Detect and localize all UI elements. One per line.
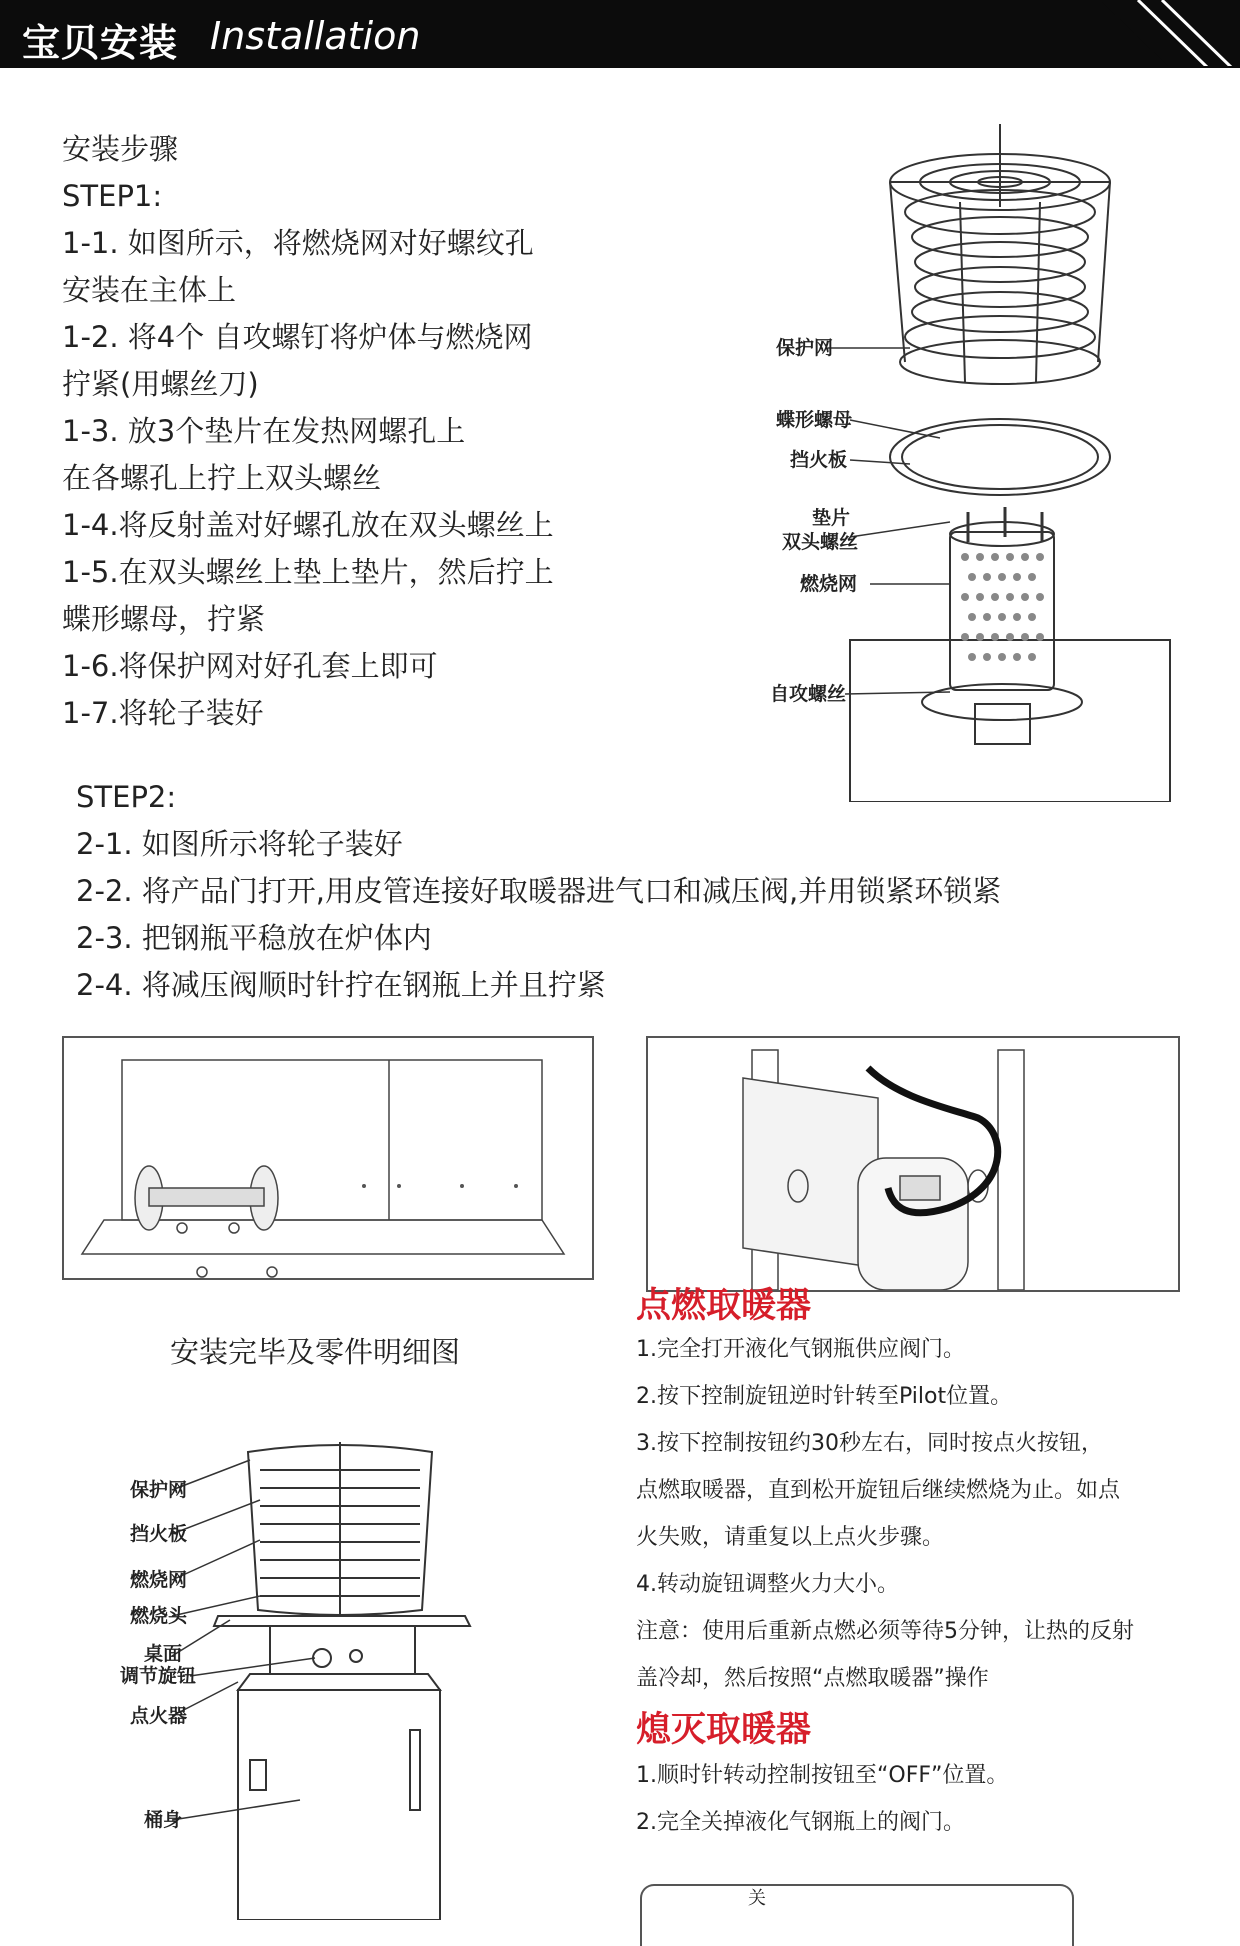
assembly-label-control-knob: 调节旋钮 <box>120 1665 197 1687</box>
step2-line: STEP2: <box>76 780 177 814</box>
step1-line: 1-5.在双头螺丝上垫上垫片，然后拧上 <box>62 555 554 589</box>
exploded-heater-diagram <box>760 112 1180 802</box>
header-stripes-decoration <box>1100 0 1240 68</box>
assembly-label-body: 桶身 <box>144 1809 183 1831</box>
diagram1-label-guard: 保护网 <box>776 337 834 359</box>
extinguish-line: 1.顺时针转动控制按钮至“OFF”位置。 <box>636 1763 1009 1788</box>
step1-line: 拧紧(用螺丝刀) <box>62 367 259 401</box>
ignite-line: 火失败，请重复以上点火步骤。 <box>636 1525 945 1550</box>
step1-line: 安装步骤 <box>62 132 179 166</box>
control-knob-diagram <box>640 1884 1074 1946</box>
ignite-instructions <box>636 1326 1216 1702</box>
knob-off-label: 关 <box>748 1888 766 1909</box>
wheel-installation-figure <box>62 1036 594 1280</box>
assembly-caption: 安装完毕及零件明细图 <box>170 1335 461 1369</box>
assembly-label-flame-shield: 挡火板 <box>130 1523 188 1545</box>
header-title-cn: 宝贝安装 <box>22 21 179 65</box>
assembly-label-guard: 保护网 <box>130 1479 188 1501</box>
ignite-line: 注意：使用后重新点燃必须等待5分钟，让热的反射 <box>636 1619 1134 1644</box>
diagram1-label-flame-shield: 挡火板 <box>790 449 848 471</box>
header-title-en: Installation <box>210 14 421 58</box>
step1-instructions <box>62 126 662 737</box>
assembly-label-burner-head: 燃烧头 <box>130 1605 188 1627</box>
step1-line: 1-3. 放3个垫片在发热网螺孔上 <box>62 414 466 448</box>
step2-line: 2-2. 将产品门打开,用皮管连接好取暖器进气口和减压阀,并用锁紧环锁紧 <box>76 874 1002 908</box>
gas-hose-connection-figure <box>646 1036 1180 1292</box>
diagram1-label-burner-mesh: 燃烧网 <box>800 573 858 595</box>
step1-line: 1-7.将轮子装好 <box>62 696 264 730</box>
step1-line: 在各螺孔上拧上双头螺丝 <box>62 461 382 495</box>
assembly-label-table-top: 桌面 <box>144 1643 183 1665</box>
step1-line: 1-1. 如图所示，将燃烧网对好螺纹孔 <box>62 226 534 260</box>
extinguish-line: 2.完全关掉液化气钢瓶上的阀门。 <box>636 1810 965 1835</box>
gas-cylinder-drawing <box>648 1038 1178 1290</box>
step2-line: 2-4. 将减压阀顺时针拧在钢瓶上并且拧紧 <box>76 968 606 1002</box>
ignite-line: 点燃取暖器，直到松开旋钮后继续燃烧为止。如点 <box>636 1478 1121 1503</box>
diagram1-label-wing-nut: 蝶形螺母 <box>776 409 853 431</box>
ignite-line: 盖冷却，然后按照“点燃取暖器”操作 <box>636 1666 989 1691</box>
step1-line: 蝶形螺母，拧紧 <box>62 602 266 636</box>
step1-line: 1-2. 将4个 自攻螺钉将炉体与燃烧网 <box>62 320 533 354</box>
step1-line: 1-4.将反射盖对好螺孔放在双头螺丝上 <box>62 508 554 542</box>
diagram1-label-stud-bolt: 双头螺丝 <box>782 531 859 553</box>
diagram1-label-washer: 垫片 <box>812 507 851 529</box>
ignite-heading: 点燃取暖器 <box>636 1286 812 1326</box>
step2-line: 2-3. 把钢瓶平稳放在炉体内 <box>76 921 432 955</box>
wheel-axle-drawing <box>64 1038 592 1278</box>
step1-line: 1-6.将保护网对好孔套上即可 <box>62 649 438 683</box>
step1-line: 安装在主体上 <box>62 273 237 307</box>
step2-line: 2-1. 如图所示将轮子装好 <box>76 827 403 861</box>
step2-instructions <box>76 774 1196 1009</box>
diagram1-label-screw: 自攻螺丝 <box>770 683 847 705</box>
ignite-line: 4.转动旋钮调整火力大小。 <box>636 1572 899 1597</box>
header-bar <box>0 0 1240 68</box>
ignite-line: 1.完全打开液化气钢瓶供应阀门。 <box>636 1337 965 1362</box>
ignite-line: 3.按下控制按钮约30秒左右，同时按点火按钮， <box>636 1431 1103 1456</box>
ignite-line: 2.按下控制旋钮逆时针转至Pilot位置。 <box>636 1384 1013 1409</box>
step1-line: STEP1: <box>62 179 163 213</box>
assembly-label-igniter: 点火器 <box>130 1705 188 1727</box>
extinguish-instructions <box>636 1752 1216 1846</box>
assembly-label-burner-mesh: 燃烧网 <box>130 1569 188 1591</box>
extinguish-heading: 熄灭取暖器 <box>636 1710 812 1750</box>
assembled-heater-diagram <box>110 1420 490 1920</box>
